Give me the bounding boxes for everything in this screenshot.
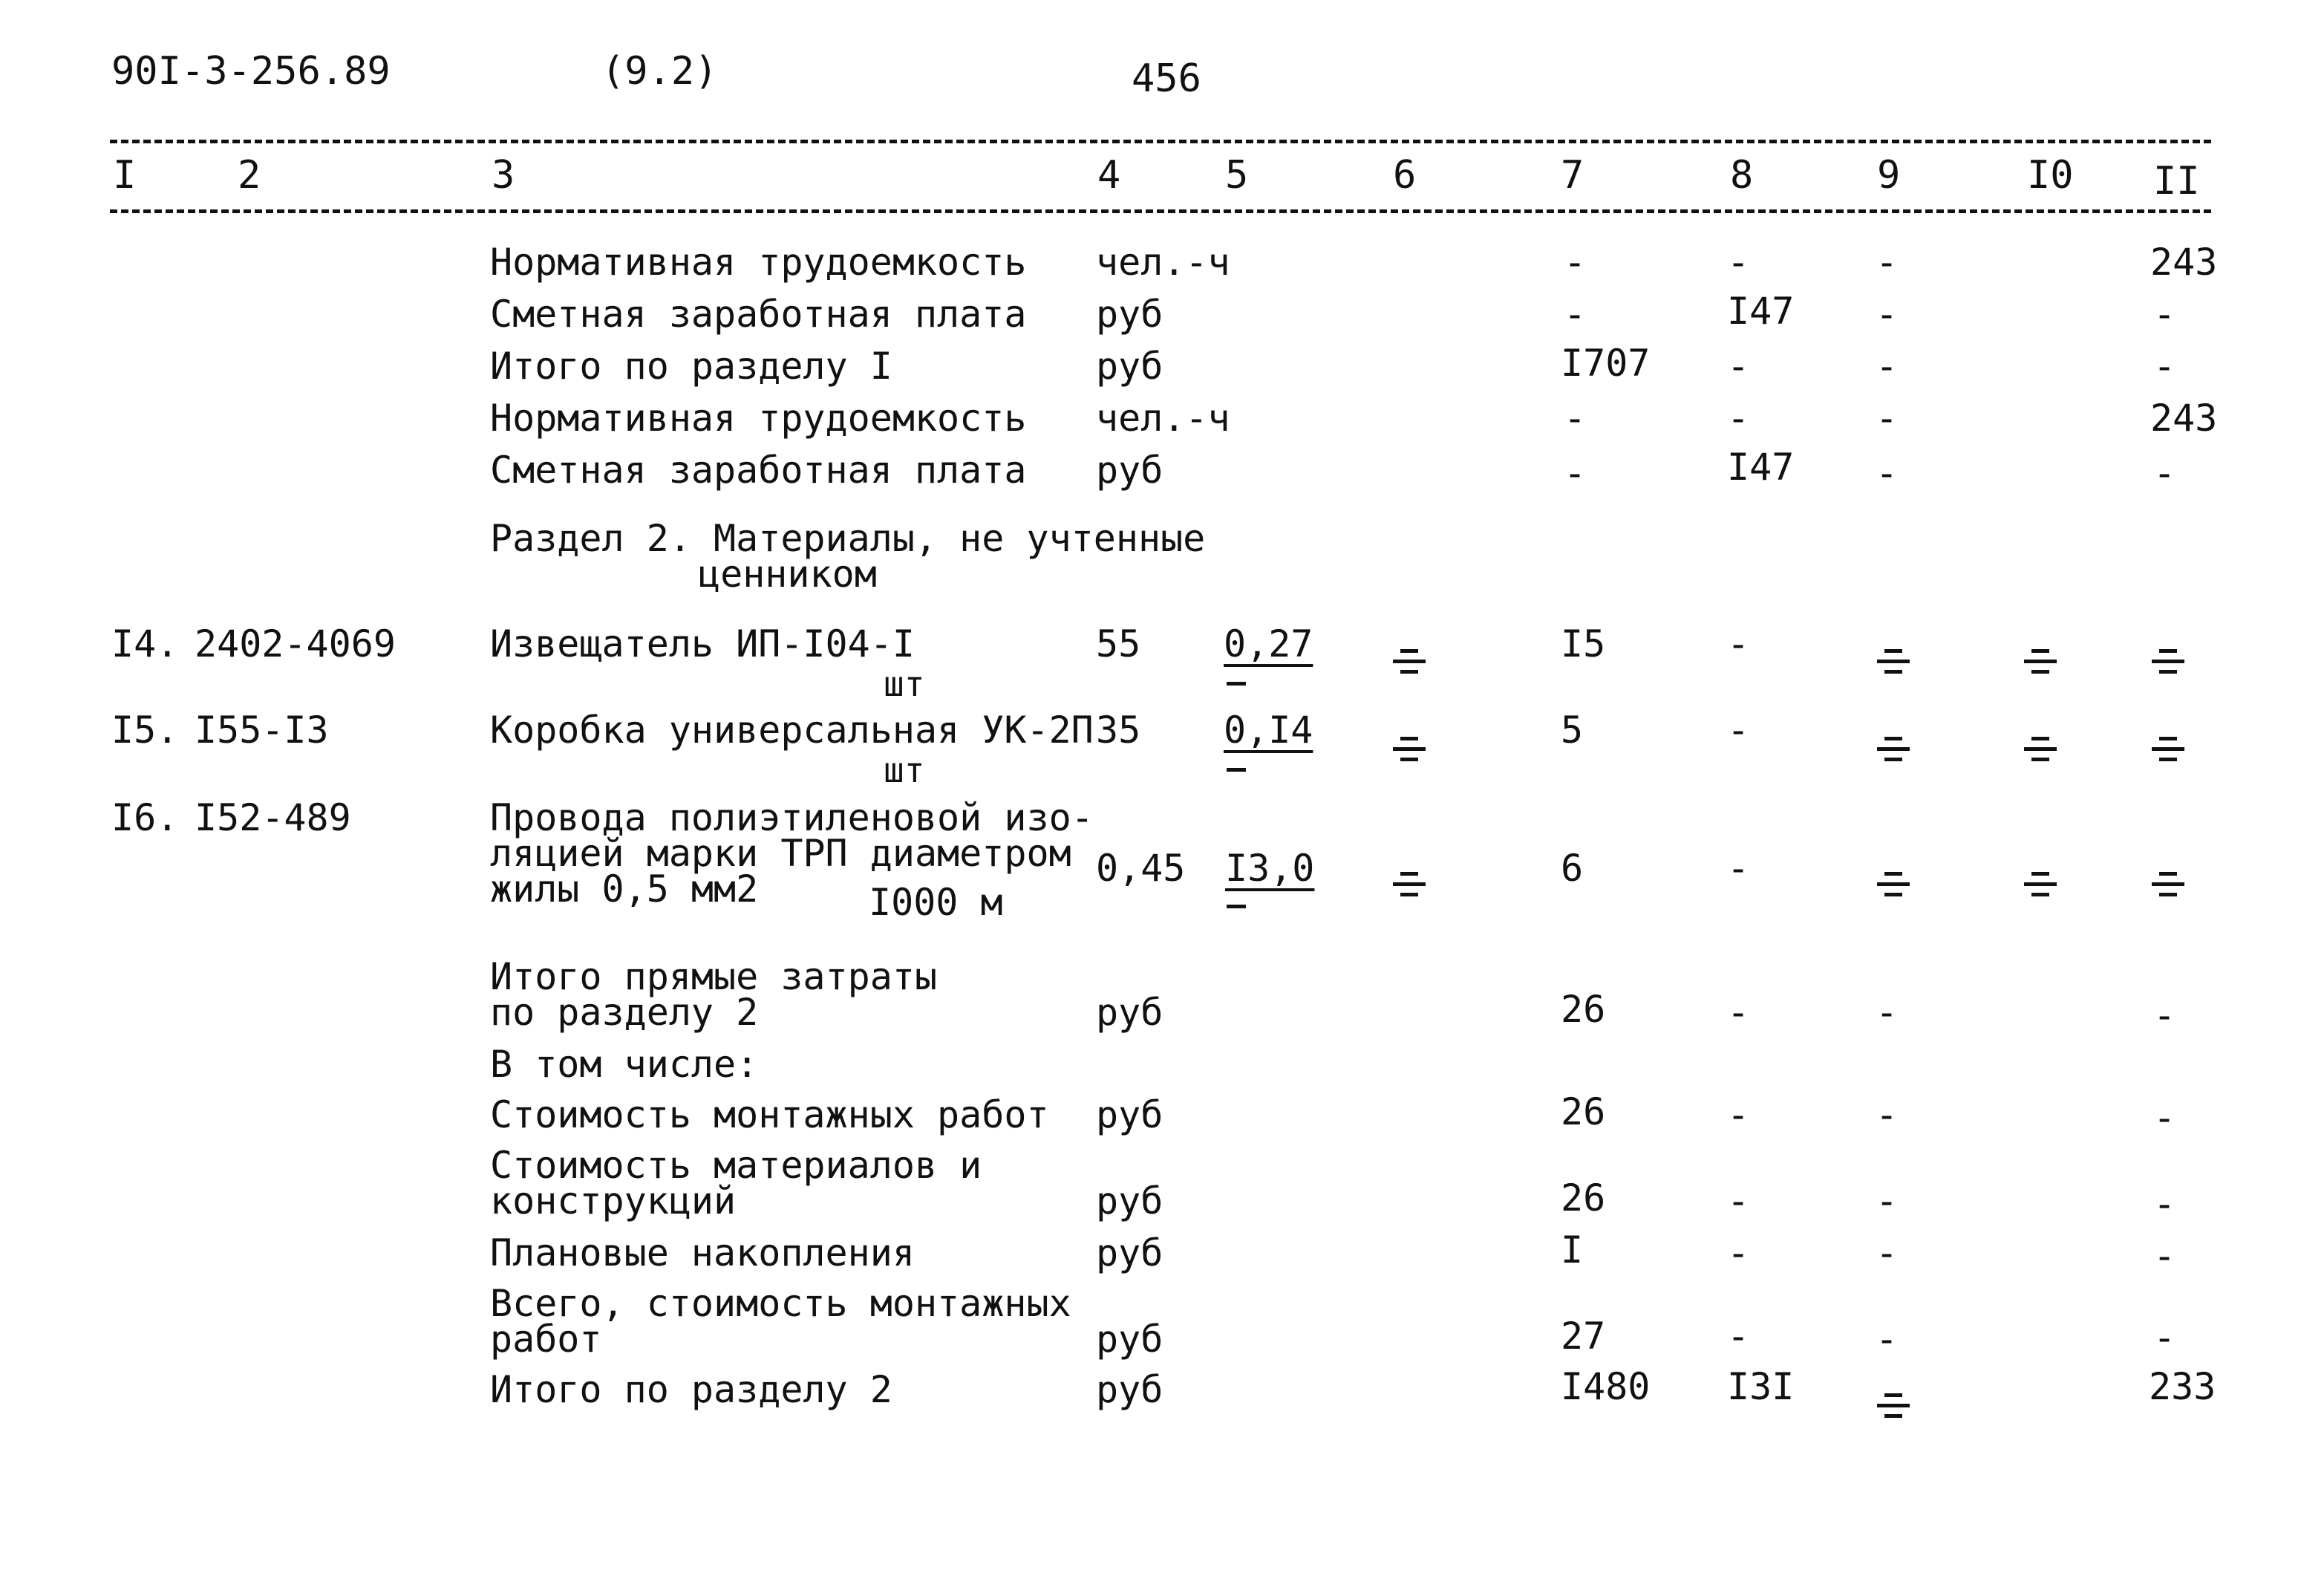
row-unit: руб [1096, 1368, 1163, 1411]
column-header-7: 7 [1561, 153, 1584, 198]
header-bottom-rule [110, 209, 2211, 213]
row-col11: - [2153, 1096, 2176, 1139]
row-col11: - [2153, 1234, 2176, 1277]
row-col11: - [2153, 452, 2176, 495]
row-name-line1: Всего, стоимость монтажных [490, 1282, 1071, 1325]
row-col9: - [1876, 345, 1899, 388]
col9-dash-mark [1873, 645, 1914, 680]
row-col7: 26 [1561, 1090, 1606, 1133]
row-col7: 27 [1561, 1315, 1606, 1358]
row-unit: руб [1096, 1179, 1163, 1222]
row-unit: чел.-ч [1096, 397, 1230, 440]
row-col11: - [2153, 994, 2176, 1037]
row-col8: - [1727, 345, 1750, 388]
item-code: I52-489 [195, 796, 351, 839]
row-col8: - [1727, 1315, 1750, 1358]
item-name: Извещатель ИП-I04-I [490, 622, 915, 665]
col10-dash-mark [2020, 732, 2061, 768]
item-col4: 55 [1096, 622, 1141, 665]
col11-dash-mark [2147, 732, 2189, 768]
row-col7: - [1564, 293, 1587, 336]
row-col7: I [1561, 1228, 1584, 1272]
col10-dash-mark [2020, 867, 2061, 903]
item-name-line1: Провода полиэтиленовой изо- [490, 796, 1094, 839]
item-col4: 35 [1096, 709, 1141, 752]
row-col9: - [1876, 452, 1899, 495]
item-unit: I000 м [869, 881, 1003, 924]
row-col7: - [1564, 241, 1587, 284]
row-col7: - [1564, 452, 1587, 495]
row-col8: - [1727, 1231, 1750, 1274]
item-number: I6. [111, 796, 179, 839]
row-col9: - [1876, 991, 1899, 1034]
row-col9: - [1876, 1318, 1899, 1361]
row-col8: - [1727, 241, 1750, 284]
row-col9: - [1876, 1093, 1899, 1136]
column-header-2: 2 [238, 153, 261, 198]
row-col11: - [2153, 293, 2176, 336]
col11-dash-mark [2147, 867, 2189, 903]
row-name-line2: работ [490, 1318, 602, 1361]
column-header-4: 4 [1097, 153, 1121, 198]
row-name-line1: Итого прямые затраты [490, 955, 938, 998]
row-unit: руб [1096, 345, 1163, 388]
row-col7: I707 [1561, 342, 1651, 385]
item-code: 2402-4069 [195, 622, 396, 665]
row-col8: I47 [1727, 446, 1795, 489]
item-code: I55-I3 [195, 709, 329, 752]
row-col8: I47 [1727, 290, 1795, 333]
row-col8: - [1727, 991, 1750, 1034]
section-number: (9.2) [601, 49, 718, 94]
row-name-line1: Стоимость материалов и [490, 1144, 982, 1187]
row-col7: - [1564, 397, 1587, 440]
item-col7: 5 [1561, 709, 1584, 752]
col5-dash-mark [1227, 905, 1246, 908]
row-name: Стоимость монтажных работ [490, 1093, 1049, 1136]
document-code: 90I-3-256.89 [111, 49, 391, 94]
col9-dash-mark [1873, 867, 1914, 903]
row-col11: 243 [2150, 241, 2218, 284]
item-col5: 0,27 [1224, 622, 1313, 665]
row-unit: чел.-ч [1096, 241, 1230, 284]
item-name-line3: жилы 0,5 мм2 [490, 867, 759, 911]
col6-dash-mark [1388, 732, 1430, 768]
row-name: Сметная заработная плата [490, 293, 1027, 336]
row-col11: 233 [2149, 1365, 2216, 1408]
column-header-8: 8 [1730, 153, 1754, 198]
item-col5: I3,0 [1225, 847, 1315, 890]
row-name: Плановые накопления [490, 1231, 915, 1274]
row-unit: руб [1096, 293, 1163, 336]
item-name-line2: ляцией марки ТРП диаметром [490, 832, 1071, 875]
item-name: Коробка универсальная УК-2П [490, 709, 1094, 752]
row-col9: - [1876, 241, 1899, 284]
col6-dash-mark [1388, 867, 1430, 903]
row-col7: 26 [1561, 1176, 1606, 1220]
column-header-5: 5 [1225, 153, 1249, 198]
subheading-including: В том числе: [490, 1043, 759, 1086]
item-number: I5. [111, 709, 179, 752]
column-header-9: 9 [1877, 153, 1901, 198]
row-col9: - [1876, 293, 1899, 336]
section-heading-line1: Раздел 2. Материалы, не учтенные [490, 517, 1206, 560]
row-name: Итого по разделу I [490, 345, 892, 388]
row-unit: руб [1096, 1231, 1163, 1274]
item-unit: шт [884, 664, 925, 704]
item-col7: 6 [1561, 847, 1584, 890]
row-name: Сметная заработная плата [490, 449, 1027, 492]
item-col8: - [1727, 709, 1750, 752]
column-header-3: 3 [492, 153, 515, 198]
col10-dash-mark [2020, 645, 2061, 680]
row-col8: - [1727, 397, 1750, 440]
row-col11: - [2153, 1316, 2176, 1359]
header-top-rule [110, 140, 2211, 143]
row-col8: - [1727, 1093, 1750, 1136]
row-col8: - [1727, 1179, 1750, 1222]
col9-dash-mark [1873, 732, 1914, 768]
row-col9: - [1876, 1231, 1899, 1274]
item-col4: 0,45 [1096, 847, 1186, 890]
column-header-11: II [2153, 159, 2200, 204]
section-heading-line2: ценником [698, 553, 877, 596]
col9-dash-mark [1873, 1389, 1914, 1425]
item-col8: - [1727, 847, 1750, 890]
row-col9: - [1876, 1179, 1899, 1222]
item-col7: I5 [1561, 622, 1606, 665]
row-name: Итого по разделу 2 [490, 1368, 892, 1411]
col5-dash-mark [1227, 682, 1246, 686]
row-name: Нормативная трудоемкость [490, 397, 1027, 440]
row-name: Нормативная трудоемкость [490, 241, 1027, 284]
item-number: I4. [111, 622, 179, 665]
row-unit: руб [1096, 1093, 1163, 1136]
col11-dash-mark [2147, 645, 2189, 680]
row-name-line2: по разделу 2 [490, 991, 759, 1034]
row-col11: - [2153, 345, 2176, 388]
row-col11: - [2153, 1182, 2176, 1225]
row-col7: I480 [1561, 1365, 1651, 1408]
row-col11: 243 [2150, 397, 2218, 440]
row-col7: 26 [1561, 988, 1606, 1031]
row-col9: - [1876, 397, 1899, 440]
row-name-line2: конструкций [490, 1179, 737, 1222]
row-unit: руб [1096, 449, 1163, 492]
row-unit: руб [1096, 1318, 1163, 1361]
item-col5: 0,I4 [1224, 709, 1313, 752]
column-header-10: I0 [2027, 153, 2074, 198]
col5-dash-mark [1227, 768, 1246, 772]
page-number: 456 [1132, 56, 1201, 101]
row-unit: руб [1096, 991, 1163, 1034]
column-header-1: I [113, 153, 137, 198]
item-col8: - [1727, 622, 1750, 665]
column-header-6: 6 [1393, 153, 1417, 198]
row-col8: I3I [1727, 1365, 1795, 1408]
item-unit: шт [884, 750, 925, 790]
col6-dash-mark [1388, 645, 1430, 680]
